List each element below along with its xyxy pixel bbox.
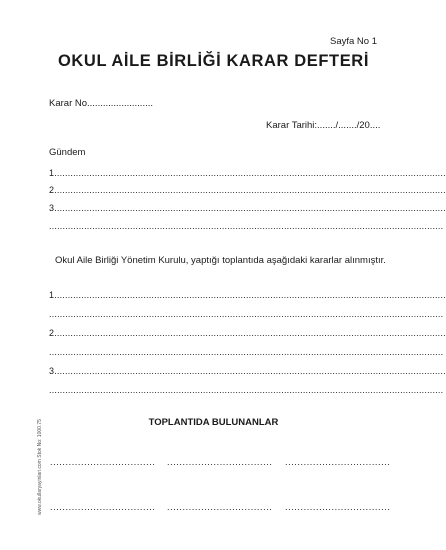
publisher-side-text: www.okullaryayinlari.com Stok No: 1000.75 [37, 419, 43, 515]
page-title: OKUL AİLE BİRLİĞİ KARAR DEFTERİ [57, 52, 369, 70]
karar-line-1: 1................................................................................................................................................. [49, 290, 446, 300]
decision-statement: Okul Aile Birliği Yönetim Kurulu, yaptığı toplantıda aşağıdaki kararlar alınmıştır. [55, 255, 386, 266]
karar-line-6: .................................................................................................................................................. [49, 385, 444, 395]
attendees-heading: TOPLANTIDA BULUNANLAR [148, 417, 279, 428]
signature-line-5: .................................. [167, 502, 273, 512]
signature-line-3: .................................. [285, 457, 391, 467]
signature-line-4: .................................. [50, 502, 156, 512]
karar-no-field: Karar No......................... [49, 98, 153, 109]
gundem-line-1: 1................................................................................................................................................. [49, 168, 446, 178]
karar-tarihi-field: Karar Tarihi:......./......./20.... [266, 120, 381, 131]
page-number: Sayfa No 1 [330, 36, 377, 47]
gundem-line-2: 2................................................................................................................................................. [49, 185, 446, 195]
signature-line-2: .................................. [167, 457, 273, 467]
signature-line-1: .................................. [50, 457, 156, 467]
signature-line-6: .................................. [285, 502, 391, 512]
karar-line-2: .................................................................................................................................................. [49, 309, 444, 319]
karar-line-3: 2................................................................................................................................................. [49, 328, 446, 338]
gundem-heading: Gündem [49, 147, 86, 158]
gundem-line-4: .................................................................................................................................................. [49, 221, 444, 231]
karar-line-5: 3................................................................................................................................................. [49, 366, 446, 376]
karar-line-4: .................................................................................................................................................. [49, 347, 444, 357]
gundem-line-3: 3................................................................................................................................................. [49, 203, 446, 213]
